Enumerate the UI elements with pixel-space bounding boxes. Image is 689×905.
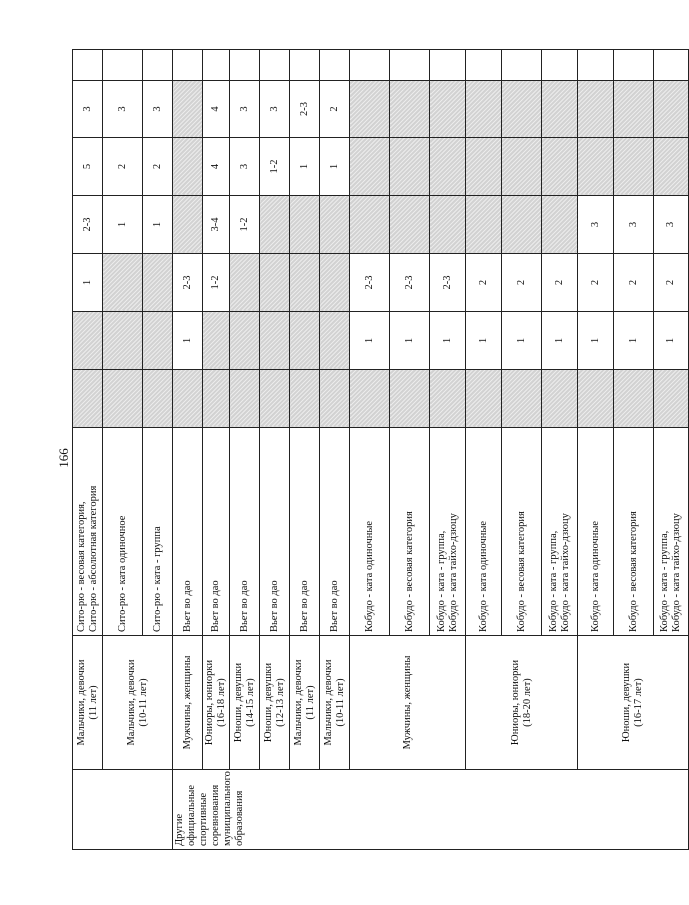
place-value-cell: 1 xyxy=(578,312,614,370)
place-value-cell xyxy=(230,312,260,370)
age-group-label: Юноши, девушки xyxy=(232,662,244,743)
age-group-cell xyxy=(466,636,578,770)
discipline-name: Сито-рю - ката одиночное xyxy=(116,515,128,632)
place-value-cell: 3 xyxy=(143,81,173,138)
place-value-cell xyxy=(260,254,290,312)
place-value-cell xyxy=(466,81,502,138)
place-value-cell: 3 xyxy=(230,138,260,196)
place-value-cell xyxy=(542,196,578,254)
place-value-cell xyxy=(320,254,350,312)
discipline-name: Кобудо - ката одиночные xyxy=(363,520,375,632)
discipline-name-extra: Кобудо - ката тайхо-дзюцу xyxy=(559,513,571,632)
discipline-cell xyxy=(230,428,260,636)
age-group-range: (12-13 лет) xyxy=(274,678,286,727)
discipline-name: Кобудо - ката одиночные xyxy=(477,520,489,632)
place-value-cell xyxy=(103,312,143,370)
age-group-range: (10-11 лет) xyxy=(137,678,149,727)
competition-title-line: спортивные xyxy=(198,792,209,846)
trailing-empty-cell xyxy=(173,50,203,81)
place-value-cell xyxy=(430,81,466,138)
place-value-cell xyxy=(390,196,430,254)
place-value-cell: 1-2 xyxy=(230,196,260,254)
discipline-cell xyxy=(578,428,614,636)
norms-table xyxy=(72,49,689,850)
page-number: 166 xyxy=(56,448,71,468)
discipline-cell xyxy=(390,428,430,636)
discipline-cell xyxy=(430,428,466,636)
place-value-cell xyxy=(103,254,143,312)
place-value-cell: 3 xyxy=(260,81,290,138)
discipline-name: Вьет во дао xyxy=(268,580,280,632)
place-value-cell: 2 xyxy=(614,254,654,312)
age-group-label: Мальчики, девочки xyxy=(292,659,304,746)
place-value-cell: 5 xyxy=(73,138,103,196)
trailing-empty-cell xyxy=(542,50,578,81)
discipline-name: Кобудо - весовая категория xyxy=(515,511,527,632)
trailing-empty-cell xyxy=(654,50,689,81)
age-group-range: (10-11 лет) xyxy=(334,678,346,727)
place-value-cell xyxy=(430,196,466,254)
table-row xyxy=(466,50,502,850)
place-value-cell: 2-3 xyxy=(350,254,390,312)
age-group-label: Мальчики, девочки xyxy=(75,659,87,746)
discipline-cell xyxy=(466,428,502,636)
place-value-cell xyxy=(73,312,103,370)
age-group-cell xyxy=(260,636,290,770)
table-row xyxy=(73,50,103,850)
trailing-empty-cell xyxy=(350,50,390,81)
place-value-cell xyxy=(466,138,502,196)
discipline-name: Кобудо - ката - группа, xyxy=(547,530,559,632)
place-value-cell xyxy=(203,370,230,428)
age-group-cell xyxy=(73,636,103,770)
table-row xyxy=(578,50,614,850)
competition-empty-cell xyxy=(73,770,173,850)
place-value-cell xyxy=(230,370,260,428)
place-value-cell: 1 xyxy=(320,138,350,196)
discipline-cell xyxy=(654,428,689,636)
trailing-empty-cell xyxy=(203,50,230,81)
age-group-cell xyxy=(578,636,689,770)
place-value-cell xyxy=(173,370,203,428)
discipline-name-extra: Сито-рю - абсолютная категория xyxy=(87,485,99,632)
place-value-cell: 1 xyxy=(173,312,203,370)
discipline-name: Кобудо - ката - группа, xyxy=(659,530,670,632)
place-value-cell xyxy=(578,138,614,196)
discipline-name: Кобудо - ката одиночные xyxy=(589,520,601,632)
discipline-cell xyxy=(502,428,542,636)
place-value-cell xyxy=(466,196,502,254)
trailing-empty-cell xyxy=(390,50,430,81)
discipline-cell xyxy=(350,428,390,636)
age-group-cell xyxy=(290,636,320,770)
place-value-cell xyxy=(73,370,103,428)
place-value-cell xyxy=(430,138,466,196)
table-row xyxy=(230,50,260,850)
discipline-cell xyxy=(614,428,654,636)
place-value-cell xyxy=(320,196,350,254)
trailing-empty-cell xyxy=(230,50,260,81)
trailing-empty-cell xyxy=(320,50,350,81)
age-group-range: (14-15 лет) xyxy=(244,678,256,727)
place-value-cell xyxy=(390,81,430,138)
trailing-empty-cell xyxy=(578,50,614,81)
place-value-cell: 2 xyxy=(143,138,173,196)
age-group-range: (16-17 лет) xyxy=(633,678,644,727)
place-value-cell xyxy=(542,81,578,138)
place-value-cell: 2 xyxy=(103,138,143,196)
place-value-cell xyxy=(143,370,173,428)
discipline-cell xyxy=(320,428,350,636)
place-value-cell xyxy=(350,81,390,138)
place-value-cell: 1 xyxy=(290,138,320,196)
place-value-cell xyxy=(502,370,542,428)
age-group-label: Юниоры, юниорки xyxy=(509,659,521,746)
age-group-label: Юниоры, юниорки xyxy=(204,659,215,746)
place-value-cell xyxy=(654,81,689,138)
place-value-cell: 3 xyxy=(103,81,143,138)
place-value-cell xyxy=(173,81,203,138)
age-group-range: (11 лет) xyxy=(87,685,99,720)
place-value-cell: 1 xyxy=(502,312,542,370)
trailing-empty-cell xyxy=(466,50,502,81)
place-value-cell xyxy=(290,370,320,428)
place-value-cell xyxy=(578,81,614,138)
place-value-cell: 2 xyxy=(578,254,614,312)
place-value-cell xyxy=(578,370,614,428)
place-value-cell: 2-3 xyxy=(173,254,203,312)
place-value-cell: 1 xyxy=(466,312,502,370)
age-group-label: Юноши, девушки xyxy=(621,662,632,743)
trailing-empty-cell xyxy=(103,50,143,81)
age-group-cell xyxy=(350,636,466,770)
place-value-cell: 3 xyxy=(230,81,260,138)
discipline-name: Сито-рю - ката - группа xyxy=(151,526,163,632)
place-value-cell: 1 xyxy=(614,312,654,370)
discipline-name: Вьет во дао xyxy=(328,580,340,632)
age-group-cell xyxy=(173,636,203,770)
place-value-cell: 4 xyxy=(203,138,230,196)
discipline-name: Кобудо - ката - группа, xyxy=(435,530,447,632)
place-value-cell: 1 xyxy=(350,312,390,370)
trailing-empty-cell xyxy=(73,50,103,81)
place-value-cell xyxy=(290,312,320,370)
trailing-empty-cell xyxy=(614,50,654,81)
place-value-cell xyxy=(320,370,350,428)
place-value-cell xyxy=(143,254,173,312)
place-value-cell: 2 xyxy=(654,254,689,312)
discipline-name: Вьет во дао xyxy=(210,580,221,632)
place-value-cell xyxy=(103,370,143,428)
age-group-label: Мальчики, девочки xyxy=(322,659,334,746)
place-value-cell xyxy=(654,138,689,196)
place-value-cell xyxy=(542,138,578,196)
place-value-cell xyxy=(173,196,203,254)
age-group-label: Мальчики, девочки xyxy=(125,659,137,746)
place-value-cell xyxy=(390,370,430,428)
place-value-cell xyxy=(390,138,430,196)
place-value-cell xyxy=(260,196,290,254)
place-value-cell xyxy=(466,370,502,428)
place-value-cell xyxy=(260,370,290,428)
place-value-cell: 1-2 xyxy=(260,138,290,196)
age-group-cell xyxy=(230,636,260,770)
age-group-cell xyxy=(203,636,230,770)
place-value-cell xyxy=(173,138,203,196)
trailing-empty-cell xyxy=(260,50,290,81)
place-value-cell: 3 xyxy=(654,196,689,254)
discipline-name: Вьет во дао xyxy=(181,580,193,632)
place-value-cell: 1-2 xyxy=(203,254,230,312)
place-value-cell xyxy=(290,196,320,254)
place-value-cell xyxy=(614,138,654,196)
place-value-cell xyxy=(502,196,542,254)
discipline-cell xyxy=(73,428,103,636)
place-value-cell: 2 xyxy=(320,81,350,138)
place-value-cell: 2 xyxy=(502,254,542,312)
discipline-name-extra: Кобудо - ката тайхо-дзюцу xyxy=(671,513,682,632)
rotated-table-wrapper xyxy=(72,50,682,850)
place-value-cell: 1 xyxy=(390,312,430,370)
place-value-cell: 2-3 xyxy=(73,196,103,254)
place-value-cell: 2-3 xyxy=(390,254,430,312)
competition-title-cell xyxy=(173,770,689,850)
place-value-cell: 1 xyxy=(654,312,689,370)
discipline-name-extra: Кобудо - ката тайхо-дзюцу xyxy=(447,513,459,632)
place-value-cell: 2-3 xyxy=(290,81,320,138)
table-row xyxy=(173,50,203,850)
place-value-cell: 3 xyxy=(614,196,654,254)
place-value-cell: 2 xyxy=(542,254,578,312)
place-value-cell: 3 xyxy=(73,81,103,138)
place-value-cell: 3-4 xyxy=(203,196,230,254)
competition-title-line: муниципального xyxy=(222,771,233,846)
discipline-cell xyxy=(173,428,203,636)
place-value-cell xyxy=(203,312,230,370)
table-row xyxy=(320,50,350,850)
place-value-cell: 1 xyxy=(542,312,578,370)
age-group-range: (11 лет) xyxy=(304,685,316,720)
competition-title-line: Другие официальные xyxy=(174,784,197,846)
place-value-cell: 1 xyxy=(143,196,173,254)
place-value-cell: 2-3 xyxy=(430,254,466,312)
place-value-cell: 3 xyxy=(578,196,614,254)
table-row xyxy=(203,50,230,850)
discipline-cell xyxy=(103,428,143,636)
table-row xyxy=(350,50,390,850)
place-value-cell xyxy=(430,370,466,428)
trailing-empty-cell xyxy=(290,50,320,81)
discipline-cell xyxy=(260,428,290,636)
place-value-cell: 2 xyxy=(466,254,502,312)
trailing-empty-cell xyxy=(502,50,542,81)
table-row xyxy=(103,50,143,850)
discipline-name: Вьет во дао xyxy=(298,580,310,632)
place-value-cell xyxy=(654,370,689,428)
place-value-cell xyxy=(350,138,390,196)
discipline-name: Вьет во дао xyxy=(238,580,250,632)
table-row xyxy=(260,50,290,850)
competition-title-line: образования xyxy=(234,790,245,846)
age-group-label: Юноши, девушки xyxy=(262,662,274,743)
place-value-cell: 1 xyxy=(73,254,103,312)
place-value-cell xyxy=(614,81,654,138)
place-value-cell: 1 xyxy=(430,312,466,370)
place-value-cell: 4 xyxy=(203,81,230,138)
place-value-cell xyxy=(350,370,390,428)
place-value-cell xyxy=(542,370,578,428)
trailing-empty-cell xyxy=(430,50,466,81)
place-value-cell xyxy=(320,312,350,370)
place-value-cell xyxy=(230,254,260,312)
discipline-cell xyxy=(143,428,173,636)
age-group-label: Мужчины, женщины xyxy=(181,655,193,750)
age-group-range: (18-20 лет) xyxy=(521,678,533,727)
age-group-label: Мужчины, женщины xyxy=(401,655,413,750)
age-group-range: (16-18 лет) xyxy=(216,678,227,727)
place-value-cell xyxy=(290,254,320,312)
place-value-cell xyxy=(502,138,542,196)
discipline-name: Сито-рю - весовая категория, xyxy=(75,501,87,632)
place-value-cell: 1 xyxy=(103,196,143,254)
table-row xyxy=(290,50,320,850)
age-group-cell xyxy=(103,636,173,770)
place-value-cell xyxy=(502,81,542,138)
place-value-cell xyxy=(614,370,654,428)
place-value-cell xyxy=(260,312,290,370)
discipline-name: Кобудо - весовая категория xyxy=(403,511,415,632)
discipline-cell xyxy=(290,428,320,636)
place-value-cell xyxy=(143,312,173,370)
competition-title-line: соревнования xyxy=(210,784,221,846)
age-group-cell xyxy=(320,636,350,770)
discipline-cell xyxy=(542,428,578,636)
trailing-empty-cell xyxy=(143,50,173,81)
discipline-name: Кобудо - весовая категория xyxy=(627,511,639,632)
discipline-cell xyxy=(203,428,230,636)
place-value-cell xyxy=(350,196,390,254)
